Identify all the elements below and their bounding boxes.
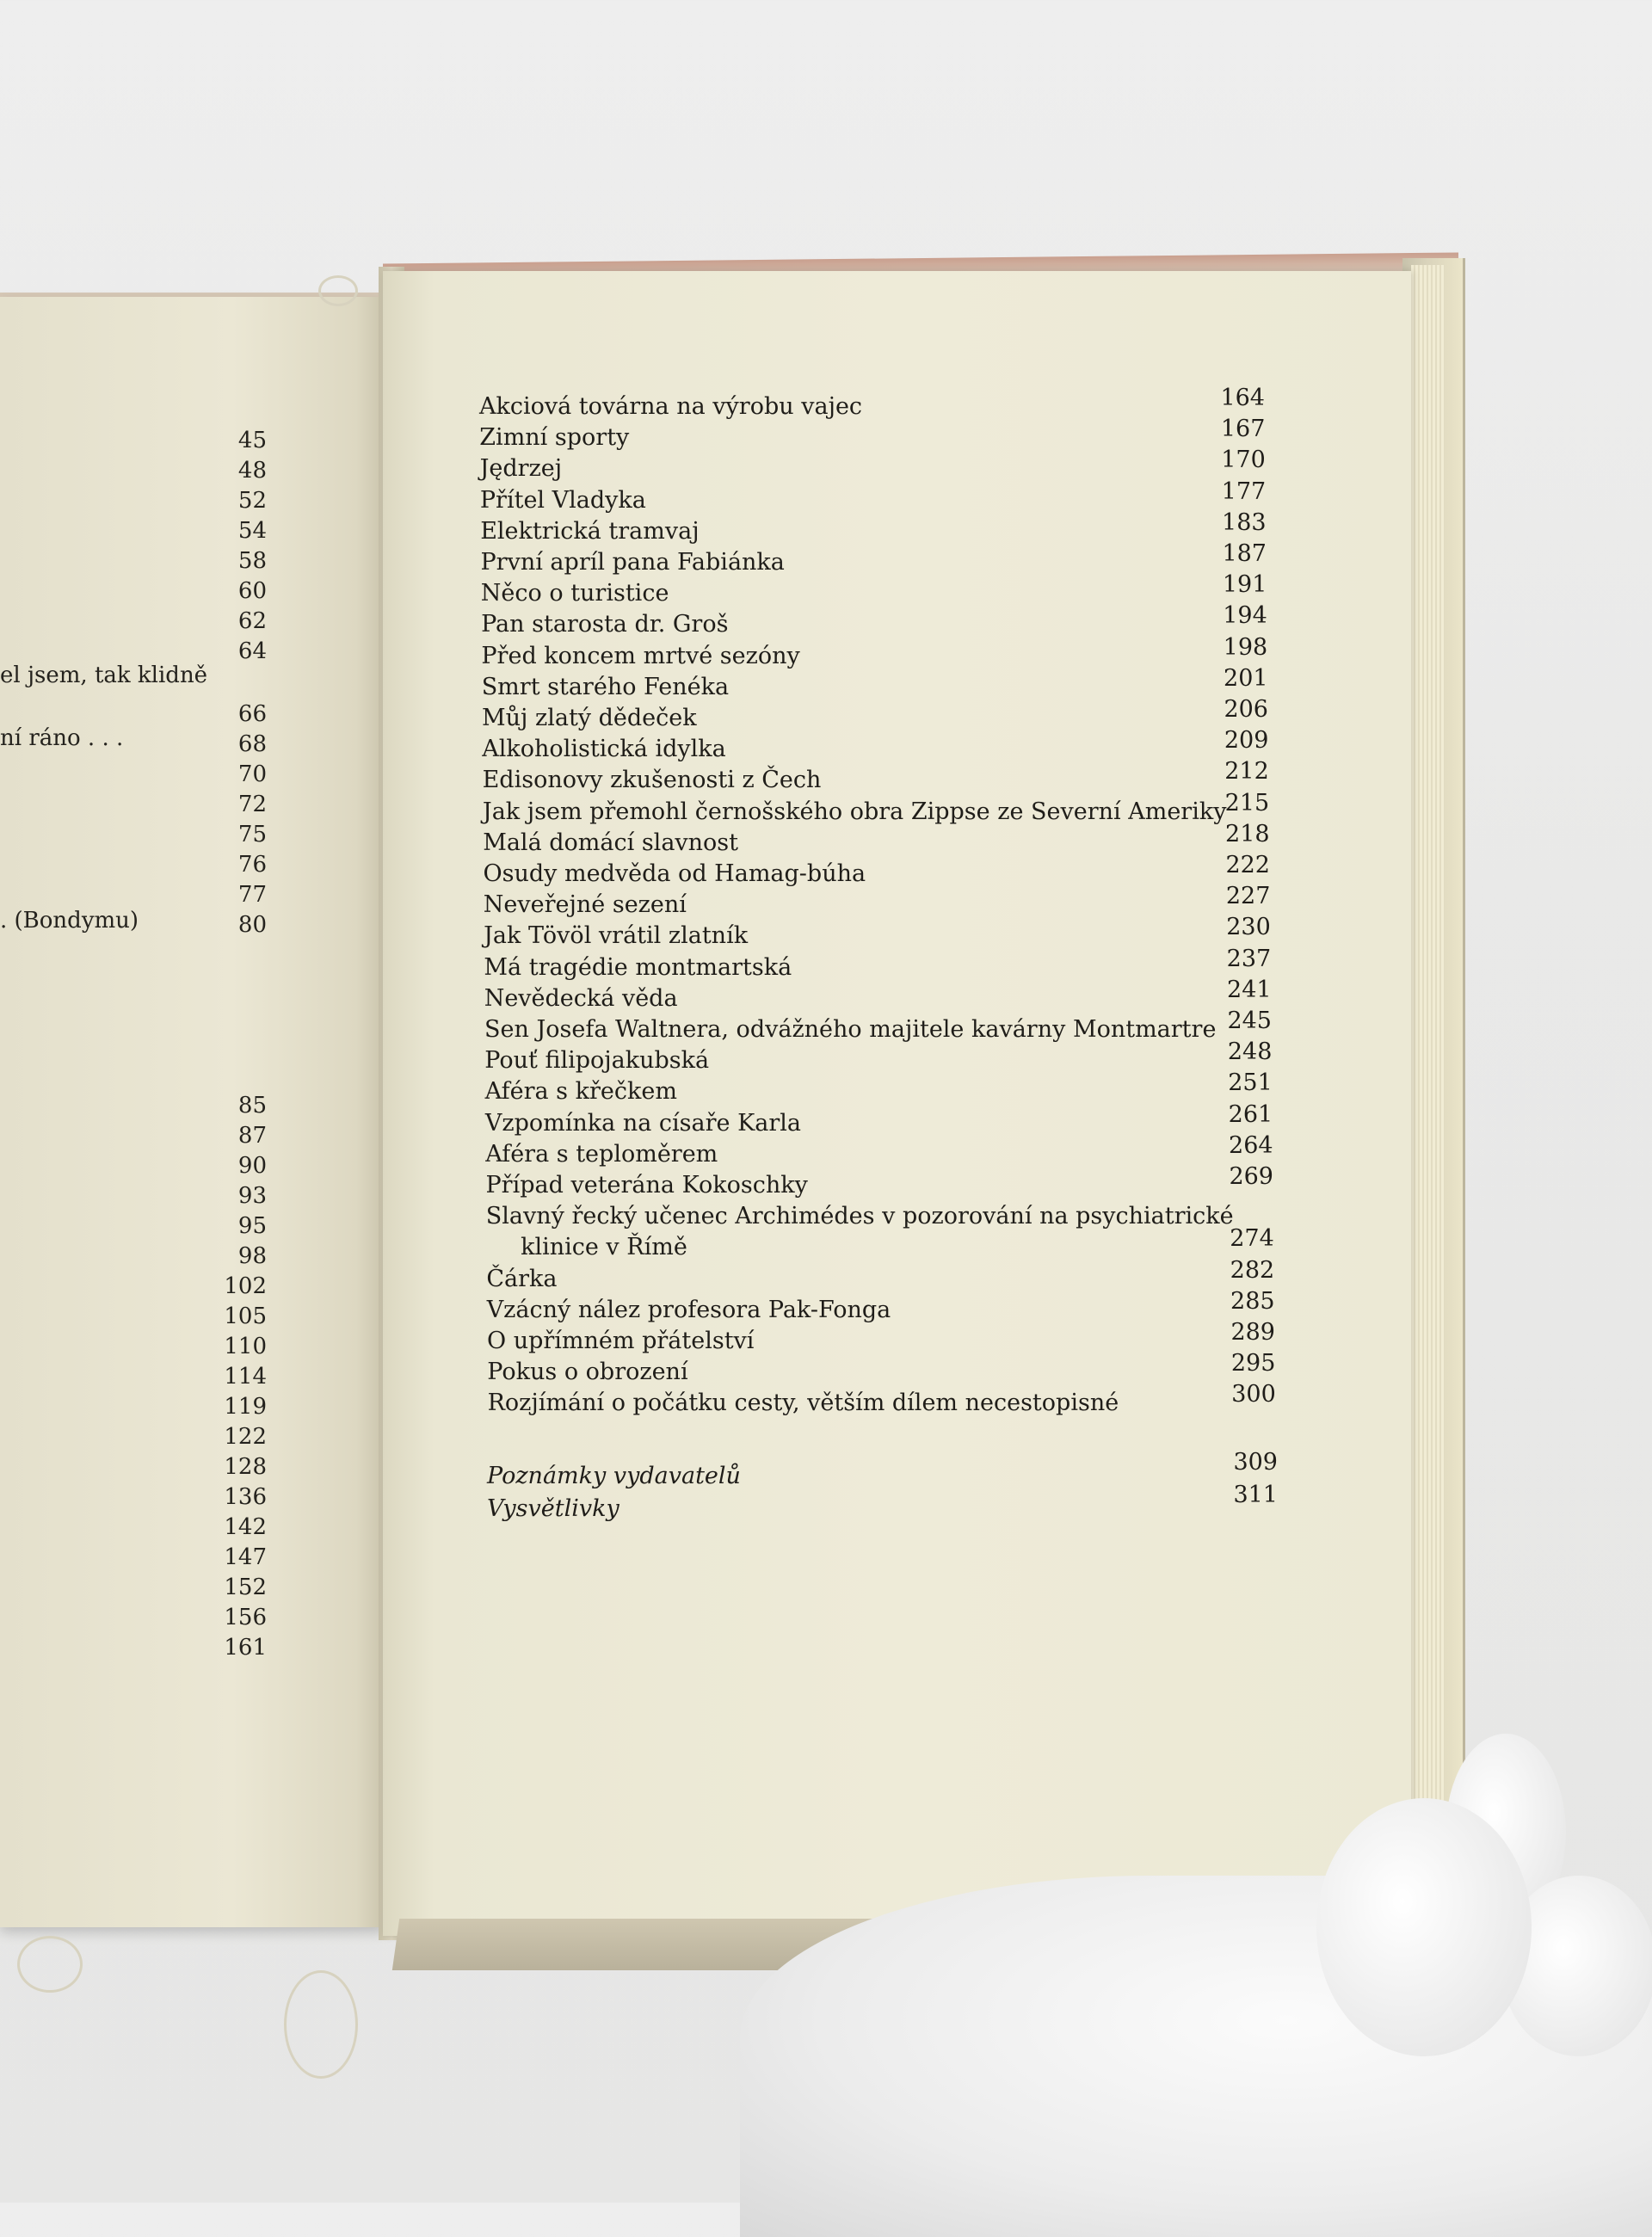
left-page-number: 70	[237, 761, 267, 787]
left-page-number: 62	[237, 608, 267, 634]
toc-entry-title: Něco o turistice	[480, 580, 669, 607]
toc-entry-title: Přítel Vladyka	[479, 486, 646, 514]
left-page-number: 136	[224, 1484, 267, 1510]
toc-entry-title: Slavný řecký učenec Archimédes v pozorování na psychiatrické	[485, 1203, 1234, 1230]
toc-entry-page: 282	[1230, 1256, 1275, 1284]
toc-entry-title: Případ veterána Kokoschky	[485, 1172, 808, 1199]
left-page-number: 85	[237, 1093, 267, 1118]
toc-entry-title: Jędrzej	[479, 455, 563, 483]
toc-entry-page: 269	[1229, 1163, 1273, 1190]
toc-entry-page: 237	[1226, 945, 1272, 972]
toc-appendix-title: Poznámky vydavatelů	[487, 1463, 741, 1489]
toc-entry-page: 164	[1220, 385, 1265, 411]
toc-entry-title: Sen Josefa Waltnera, odvážného majitele kavárny Montmartre	[484, 1016, 1217, 1043]
left-page-number: 54	[237, 518, 267, 544]
toc-entry-page: 212	[1224, 758, 1269, 786]
left-page	[0, 297, 387, 1927]
toc-entry-title: Pouť filipojakubská	[484, 1047, 710, 1075]
left-page-number: 76	[237, 852, 267, 878]
left-page-number: 142	[224, 1514, 267, 1540]
toc-entry-title: Čárka	[486, 1265, 558, 1292]
toc-entry-page: 215	[1224, 789, 1270, 817]
toc-entry-title: Aféra s křečkem	[484, 1078, 677, 1106]
left-page-number: 60	[237, 578, 267, 604]
left-page-number: 80	[237, 912, 267, 938]
left-page-number: 122	[224, 1424, 267, 1450]
toc-entry-title: Jak jsem přemohl černošského obra Zippse ze Severní Ameriky	[482, 798, 1227, 825]
left-page-number: 68	[237, 731, 267, 757]
toc-appendix-page: 311	[1233, 1482, 1278, 1508]
glove-thumb	[1316, 1798, 1532, 2056]
left-page-number: 48	[237, 458, 267, 484]
toc-entry-page: 194	[1223, 602, 1267, 630]
toc-entry-page: 167	[1220, 416, 1266, 443]
toc-entry-title: Alkoholistická idylka	[482, 736, 726, 763]
left-page-number: 52	[237, 488, 267, 514]
left-page-number: 152	[224, 1575, 267, 1600]
toc-entry-title: Pokus o obrození	[487, 1359, 688, 1386]
left-page-number: 66	[237, 701, 267, 727]
toc-entry-title: Vzácný nález profesora Pak-Fonga	[486, 1296, 891, 1323]
toc-entry-page: 251	[1228, 1069, 1273, 1097]
left-page-number: 95	[237, 1213, 267, 1239]
toc-entry-page: 177	[1221, 478, 1267, 505]
toc-entry-title: Edisonovy zkušenosti z Čech	[482, 767, 822, 794]
toc-entry-title: Rozjímání o počátku cesty, větším dílem necestopisné	[487, 1390, 1119, 1417]
toc-entry-title: Nevědecká věda	[484, 984, 678, 1012]
toc-entry-title: Osudy medvěda od Hamag-búha	[483, 860, 866, 887]
toc-entry-page: 222	[1225, 852, 1270, 878]
toc-entry-page: 191	[1222, 571, 1267, 599]
toc-entry-title: Jak Tövöl vrátil zlatník	[484, 922, 749, 950]
toc-appendix-title: Vysvětlivky	[487, 1495, 620, 1522]
toc-entry-title: Elektrická tramvaj	[480, 517, 700, 545]
left-page-number: 64	[237, 638, 267, 664]
left-page-number: 72	[237, 792, 267, 817]
left-page-number: 156	[224, 1605, 267, 1630]
toc-entry-page: 206	[1224, 696, 1268, 723]
toc-entry-page: 261	[1228, 1100, 1273, 1128]
binding-thread	[318, 275, 358, 306]
toc-entry-page: 289	[1230, 1319, 1275, 1346]
toc-entry-title: Můj zlatý dědeček	[482, 705, 697, 731]
toc-entry-page: 227	[1225, 883, 1271, 910]
left-page-number: 75	[237, 822, 267, 847]
page-stack	[1411, 265, 1446, 1934]
left-page-number: 110	[224, 1334, 267, 1359]
toc-entry-page: 198	[1223, 633, 1268, 661]
left-page-number: 77	[237, 882, 267, 908]
toc-entry-title: Vzpomínka na císaře Karla	[484, 1109, 801, 1137]
left-page-number: 58	[237, 548, 267, 574]
toc-entry-page: 245	[1227, 1008, 1272, 1034]
toc-entry-title: klinice v Římě	[521, 1234, 687, 1261]
left-page-number: 128	[224, 1454, 267, 1480]
left-page-number: 93	[237, 1183, 267, 1209]
toc-entry-title: Před koncem mrtvé sezóny	[481, 642, 800, 669]
toc-entry-title: O upřímném přátelství	[487, 1328, 755, 1354]
toc-entry-title: Pan starosta dr. Groš	[481, 611, 729, 638]
left-page-number: 102	[224, 1273, 267, 1299]
binding-thread	[284, 1970, 358, 2079]
toc-entry-page: 264	[1229, 1131, 1273, 1159]
toc-entry-page: 295	[1230, 1350, 1276, 1377]
toc-entry-page: 248	[1227, 1038, 1273, 1066]
toc-entry-title: Zimní sporty	[479, 424, 630, 452]
toc-entry-page: 201	[1224, 664, 1268, 692]
left-fragment: . (Bondymu)	[0, 908, 139, 934]
left-fragment: el jsem, tak klidně	[0, 662, 208, 688]
toc-entry-page: 241	[1227, 976, 1272, 1003]
toc-entry-page: 230	[1226, 914, 1271, 941]
left-page-number: 98	[237, 1243, 267, 1269]
toc-entry-page: 183	[1222, 508, 1267, 536]
binding-thread	[17, 1936, 83, 1993]
toc-entry-page: 187	[1222, 540, 1267, 567]
left-page-number: 105	[224, 1303, 267, 1329]
toc-entry-page: 300	[1231, 1381, 1276, 1408]
left-page-number: 161	[224, 1635, 267, 1661]
toc-entry-title: Má tragédie montmartská	[484, 953, 792, 981]
toc-entry-title: Malá domácí slavnost	[483, 829, 739, 856]
left-page-number: 147	[224, 1544, 267, 1570]
toc-entry-title: Neveřejné sezení	[483, 891, 687, 919]
toc-entry-title: Akciová továrna na výrobu vajec	[479, 393, 863, 420]
toc-entry-page: 170	[1221, 447, 1266, 474]
toc-entry-title: Aféra s teploměrem	[485, 1140, 718, 1168]
left-page-number: 119	[224, 1394, 267, 1420]
toc-entry-page: 218	[1225, 820, 1270, 847]
toc-entry-page: 285	[1230, 1287, 1275, 1315]
left-page-number: 87	[237, 1123, 267, 1149]
left-page-number: 90	[237, 1153, 267, 1179]
toc-entry-page: 274	[1230, 1225, 1274, 1253]
left-page-number: 45	[237, 428, 267, 453]
toc-appendix-page: 309	[1233, 1449, 1278, 1476]
toc-entry-title: Smrt starého Fenéka	[481, 673, 730, 700]
toc-entry-title: První apríl pana Fabiánka	[480, 549, 785, 576]
left-page-number: 114	[224, 1364, 267, 1390]
left-fragment: ní ráno . . .	[0, 725, 124, 751]
toc-entry-page: 209	[1224, 727, 1269, 755]
